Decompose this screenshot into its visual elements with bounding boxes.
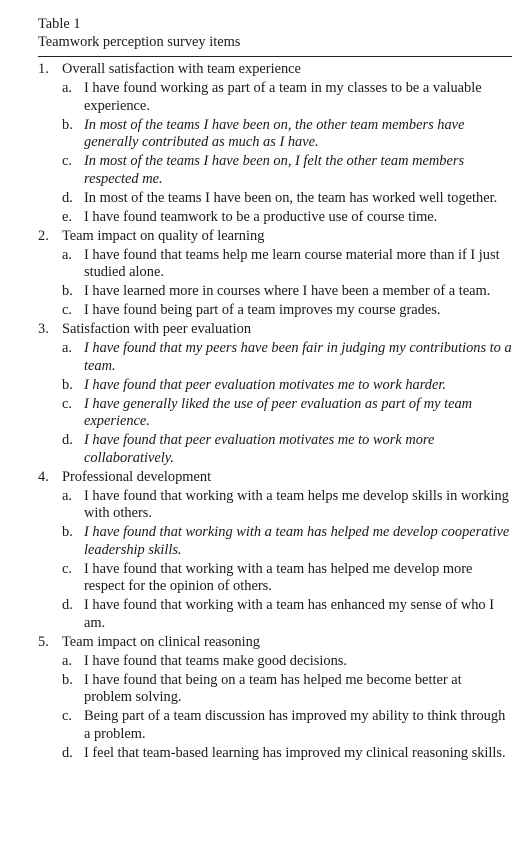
table-rule xyxy=(38,56,512,57)
survey-item xyxy=(38,209,512,227)
survey-item xyxy=(38,432,512,467)
section-title: Team impact on clinical reasoning xyxy=(62,633,260,650)
item-letter: a. xyxy=(62,652,72,669)
item-text: Being part of a team discussion has improved my ability to think through a problem. xyxy=(84,708,506,742)
item-letter: e. xyxy=(62,208,72,225)
survey-sections xyxy=(38,61,512,762)
item-text: I have found that peer evaluation motivates me to work more collaboratively. xyxy=(84,432,435,466)
section-number: 5. xyxy=(38,633,49,650)
section-heading xyxy=(38,228,512,246)
item-letter: b. xyxy=(62,524,73,540)
section-number: 3. xyxy=(38,321,49,337)
item-text: In most of the teams I have been on, the other team members have generally contributed as much as I have. xyxy=(84,116,465,150)
table-label: Table 1 xyxy=(38,16,81,32)
survey-item xyxy=(38,153,512,188)
item-letter: c. xyxy=(62,153,72,169)
survey-item xyxy=(38,745,512,763)
item-text: I have found that teams make good decisions. xyxy=(84,652,347,669)
survey-table xyxy=(38,16,512,762)
item-letter: d. xyxy=(62,597,73,613)
item-text: I have found that being on a team has helped me become better at problem solving. xyxy=(84,671,462,705)
table-title: Teamwork perception survey items xyxy=(38,33,241,50)
survey-item xyxy=(38,396,512,431)
item-letter: c. xyxy=(62,708,72,724)
item-text: I have found teamwork to be a productive use of course time. xyxy=(84,208,438,225)
survey-item xyxy=(38,377,512,395)
section-title: Overall satisfaction with team experience xyxy=(62,61,301,77)
survey-item xyxy=(38,302,512,320)
survey-item xyxy=(38,561,512,596)
item-letter: a. xyxy=(62,487,72,504)
item-letter: c. xyxy=(62,560,72,577)
survey-item xyxy=(38,80,512,115)
survey-item xyxy=(38,190,512,208)
item-letter: b. xyxy=(62,376,73,393)
item-text: I have found that my peers have been fair in judging my contributions to a team. xyxy=(84,340,512,374)
section-number: 2. xyxy=(38,227,49,244)
section-heading xyxy=(38,321,512,339)
survey-item xyxy=(38,117,512,152)
item-letter: d. xyxy=(62,189,73,206)
item-letter: a. xyxy=(62,246,72,263)
item-text: I have found that working with a team has helped me develop cooperative leadership skills. xyxy=(84,524,510,558)
item-text: In most of the teams I have been on, I felt the other team members respected me. xyxy=(84,153,465,187)
survey-item xyxy=(38,340,512,375)
item-text: I feel that team-based learning has improved my clinical reasoning skills. xyxy=(84,744,506,761)
section-title: Satisfaction with peer evaluation xyxy=(62,321,252,337)
item-text: I have found that peer evaluation motivates me to work harder. xyxy=(84,376,446,393)
section-heading xyxy=(38,634,512,652)
item-letter: b. xyxy=(62,671,73,688)
section-title: Team impact on quality of learning xyxy=(62,227,265,244)
section-number: 4. xyxy=(38,468,49,485)
survey-item xyxy=(38,488,512,523)
section-number: 1. xyxy=(38,61,49,77)
item-text: I have found that teams help me learn course material more than if I just studied alone. xyxy=(84,246,500,280)
item-letter: c. xyxy=(62,302,72,318)
item-letter: b. xyxy=(62,116,73,133)
item-letter: a. xyxy=(62,80,72,96)
item-text: I have found that working with a team helps me develop skills in working with others. xyxy=(84,487,509,521)
survey-item xyxy=(38,524,512,559)
item-text: I have learned more in courses where I have been a member of a team. xyxy=(84,283,491,299)
item-letter: d. xyxy=(62,744,73,761)
section-heading xyxy=(38,469,512,487)
section-title: Professional development xyxy=(62,468,212,485)
item-letter: d. xyxy=(62,432,73,448)
item-text: I have found that working with a team has enhanced my sense of who I am. xyxy=(84,597,495,631)
item-letter: a. xyxy=(62,340,72,356)
survey-item xyxy=(38,247,512,282)
survey-item xyxy=(38,672,512,707)
survey-item xyxy=(38,283,512,301)
item-letter: c. xyxy=(62,395,72,412)
section-heading xyxy=(38,61,512,79)
survey-item xyxy=(38,708,512,743)
item-text: I have found being part of a team improves my course grades. xyxy=(84,302,441,318)
item-letter: b. xyxy=(62,283,73,299)
item-text: In most of the teams I have been on, the team has worked well together. xyxy=(84,189,498,206)
item-text: I have found working as part of a team in my classes to be a valuable experience. xyxy=(84,80,482,114)
survey-item xyxy=(38,653,512,671)
item-text: I have found that working with a team has helped me develop more respect for the opinion of others. xyxy=(84,560,473,594)
survey-item xyxy=(38,597,512,632)
item-text: I have generally liked the use of peer evaluation as part of my team experience. xyxy=(84,395,473,429)
